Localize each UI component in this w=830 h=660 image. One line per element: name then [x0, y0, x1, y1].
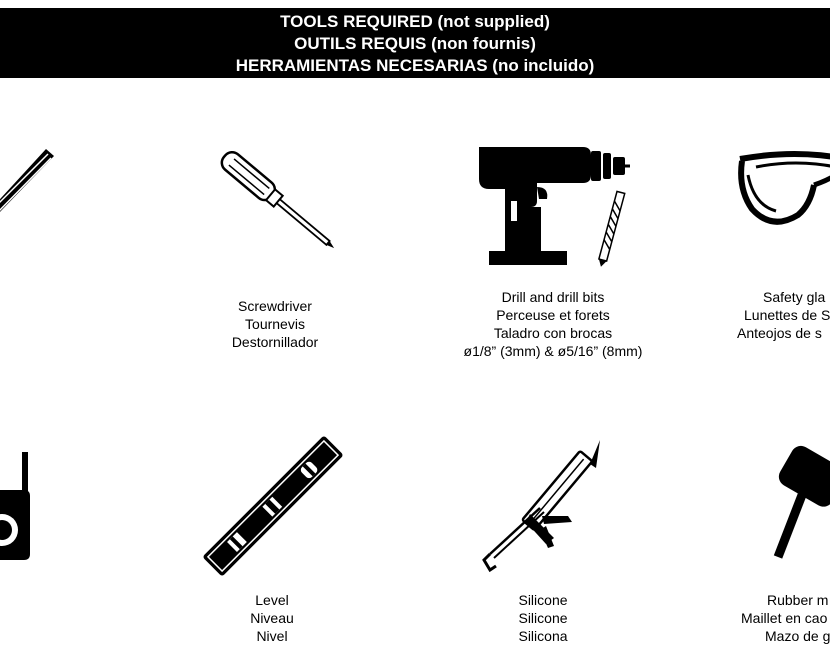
safety-glasses-icon — [736, 145, 830, 235]
level-icon — [205, 438, 341, 574]
measuring-tape-label-es — [0, 627, 80, 645]
silicone-label-es: Silicona — [518, 628, 568, 644]
screwdriver-label-fr: Tournevis — [245, 316, 305, 332]
rubber-mallet-label-en: Rubber m — [767, 592, 829, 608]
measuring-tape-icon — [0, 450, 40, 565]
screwdriver-label-en: Screwdriver — [238, 298, 312, 314]
pencil-label-en — [0, 297, 40, 315]
rubber-mallet-label-es: Mazo de g — [765, 628, 830, 644]
screwdriver-label-es: Destornillador — [231, 334, 319, 350]
tools-required-banner — [0, 8, 830, 78]
safety-glasses-label-es: Anteojos de s — [737, 325, 822, 341]
banner-title-fr: OUTILS REQUIS (non fournis) — [294, 34, 536, 53]
level-label-fr: Niveau — [250, 610, 294, 626]
silicone-label-fr: Silicone — [518, 610, 568, 626]
banner-title-es: HERRAMIENTAS NECESARIAS (no incluido) — [235, 56, 595, 75]
safety-glasses-label-en: Safety gla — [763, 289, 826, 305]
pencil-label-es — [0, 333, 40, 351]
caulking-gun-icon — [482, 438, 612, 573]
measuring-tape-label-en — [0, 591, 80, 609]
silicone-label-en: Silicone — [518, 592, 568, 608]
drill-label-es: Taladro con brocas — [493, 325, 613, 341]
banner-title-en: TOOLS REQUIRED (not supplied) — [280, 12, 550, 31]
measuring-tape-label-fr — [0, 609, 80, 627]
drill-label-fr: Perceuse et forets — [496, 307, 610, 323]
drill-label-en: Drill and drill bits — [501, 289, 605, 305]
drill-bit-sizes: ø1/8” (3mm) & ø5/16” (8mm) — [463, 343, 643, 359]
level-label-en: Level — [255, 592, 289, 608]
level-label-es: Nivel — [256, 628, 288, 644]
rubber-mallet-icon — [766, 445, 830, 565]
screwdriver-icon — [210, 140, 340, 270]
pencil-label-fr — [0, 315, 40, 333]
safety-glasses-label-fr: Lunettes de S — [744, 307, 830, 323]
pencil-icon — [0, 140, 60, 220]
rubber-mallet-label-fr: Maillet en cao — [741, 610, 828, 626]
drill-icon — [475, 143, 635, 268]
